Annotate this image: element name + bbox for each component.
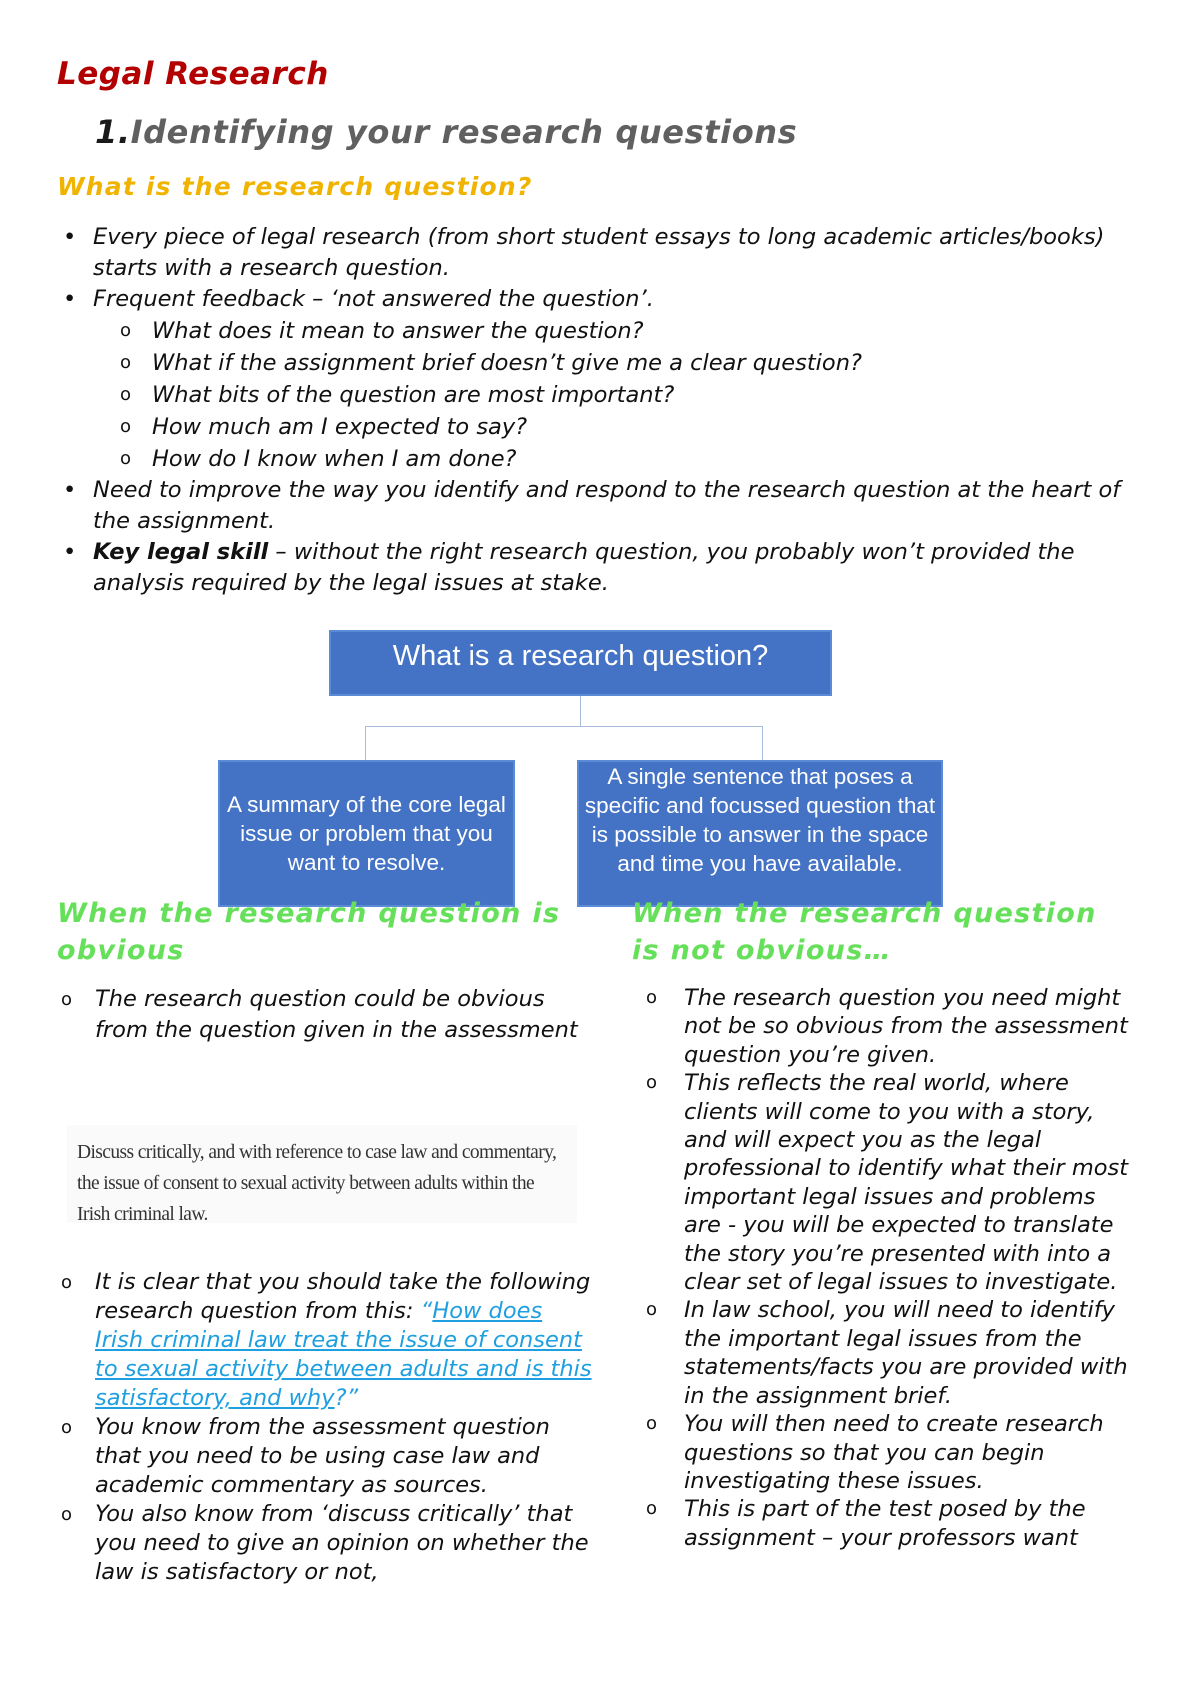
circle-bullet-icon: o [120, 320, 132, 341]
list-item-text: This is part of the test posed by the assignment – your professors want [684, 1496, 1086, 1551]
circle-bullet-icon: o [120, 448, 132, 469]
bullet-text: Frequent feedback – ‘not answered the question’. [93, 286, 654, 312]
bullet-text: Need to improve the way you identify and respond to the research question at the heart of the assignment. [93, 477, 1121, 534]
bullet-item [57, 222, 1137, 284]
sub-bullet-item [57, 443, 1137, 475]
subheading: What is the research question? [57, 172, 533, 201]
list-item [632, 1410, 1132, 1495]
bullet-item [57, 537, 1137, 599]
sub-bullet-item [57, 411, 1137, 443]
research-question-link[interactable]: How does Irish criminal law treat the issue of consent to sexual activity between adults and is this satisfactory, and why [95, 1298, 592, 1411]
sub-bullet-item [57, 379, 1137, 411]
bullet-icon: • [63, 286, 77, 312]
list-item-text: You know from the assessment question that you need to be using case law and academic commentary as sources. [95, 1414, 550, 1498]
section-heading [95, 113, 797, 151]
list-item [632, 984, 1132, 1069]
list-item-text: This reflects the real world, where clients will come to you with a story, and will expect you as the legal professional to identify what their most important legal issues and problems are - you will be expected to translate the story you’re presented with into a clear set of legal issues to investigate. [684, 1070, 1129, 1296]
section-number: 1. [95, 113, 131, 151]
quote-mark: ?” [334, 1385, 359, 1411]
left-column-items [57, 984, 597, 1046]
quote-mark: “ [420, 1298, 433, 1324]
list-item [57, 1500, 597, 1587]
sub-bullet-item [57, 347, 1137, 379]
list-item [57, 984, 597, 1046]
assessment-question-image: Discuss critically, and with reference to case law and commentary, the issue of consent to sexual activity between adults within the Irish criminal law. [67, 1125, 577, 1223]
bullet-text: Every piece of legal research (from short student essays to long academic articles/books) starts with a research question. [93, 224, 1105, 281]
sub-bullet-text: How much am I expected to say? [152, 414, 528, 440]
sub-bullet-item [57, 315, 1137, 347]
bullet-text: – without the right research question, you probably won’t provided the analysis required by the legal issues at stake. [93, 539, 1075, 596]
right-column-heading: When the research question is not obvious… [632, 898, 1097, 966]
bullet-icon: • [63, 477, 77, 503]
sub-bullet-text: What bits of the question are most important? [152, 382, 675, 408]
list-item-text: It is clear that you should take the following research question from this: [95, 1269, 591, 1324]
list-item [632, 1069, 1132, 1296]
left-column-items-2 [57, 1268, 597, 1587]
left-column-heading: When the research question is obvious [57, 898, 561, 966]
diagram-top-box: What is a research question? [329, 630, 832, 696]
circle-bullet-icon: o [646, 1072, 658, 1094]
bullet-icon: • [63, 539, 77, 565]
list-item-text: The research question you need might not be so obvious from the assessment question you’re given. [684, 985, 1128, 1068]
bullet-list [57, 222, 1137, 599]
circle-bullet-icon: o [646, 1299, 658, 1321]
circle-bullet-icon: o [120, 416, 132, 437]
list-item-text: You will then need to create research questions so that you can begin investigating these issues. [684, 1411, 1104, 1494]
list-item-text: You also know from ‘discuss critically’ that you need to give an opinion on whether the law is satisfactory or not, [95, 1501, 589, 1585]
bullet-item [57, 284, 1137, 315]
diagram-left-box: A summary of the core legal issue or problem that you want to resolve. [218, 760, 515, 907]
bullet-item [57, 475, 1137, 537]
right-column [632, 895, 1132, 969]
sub-bullet-text: What if the assignment brief doesn’t give me a clear question? [152, 350, 862, 376]
circle-bullet-icon: o [61, 1417, 73, 1438]
connector-line [365, 726, 763, 761]
list-item [57, 1413, 597, 1500]
list-item-text: The research question could be obvious from the question given in the assessment [95, 986, 578, 1043]
circle-bullet-icon: o [646, 987, 658, 1008]
sub-bullet-text: What does it mean to answer the question? [152, 318, 644, 344]
page-title: Legal Research [57, 56, 329, 92]
bullet-icon: • [63, 224, 77, 250]
circle-bullet-icon: o [120, 352, 132, 373]
circle-bullet-icon: o [61, 1272, 73, 1293]
circle-bullet-icon: o [61, 989, 73, 1010]
right-column-items [632, 984, 1132, 1552]
sub-bullet-text: How do I know when I am done? [152, 446, 517, 472]
left-column [57, 895, 597, 969]
list-item [632, 1495, 1132, 1552]
section-title: Identifying your research questions [130, 113, 798, 151]
diagram-right-box: A single sentence that poses a specific and focussed question that is possible to answer in the space and time you have available. [577, 760, 943, 907]
connector-line [580, 696, 581, 726]
list-item [57, 1268, 597, 1413]
circle-bullet-icon: o [646, 1498, 658, 1520]
list-item-text: In law school, you will need to identify the important legal issues from the statements/facts you are provided with in the assignment brief. [684, 1297, 1128, 1409]
circle-bullet-icon: o [646, 1413, 658, 1435]
list-item [632, 1296, 1132, 1410]
bullet-bold-text: Key legal skill [93, 539, 269, 565]
circle-bullet-icon: o [61, 1504, 73, 1525]
circle-bullet-icon: o [120, 384, 132, 405]
